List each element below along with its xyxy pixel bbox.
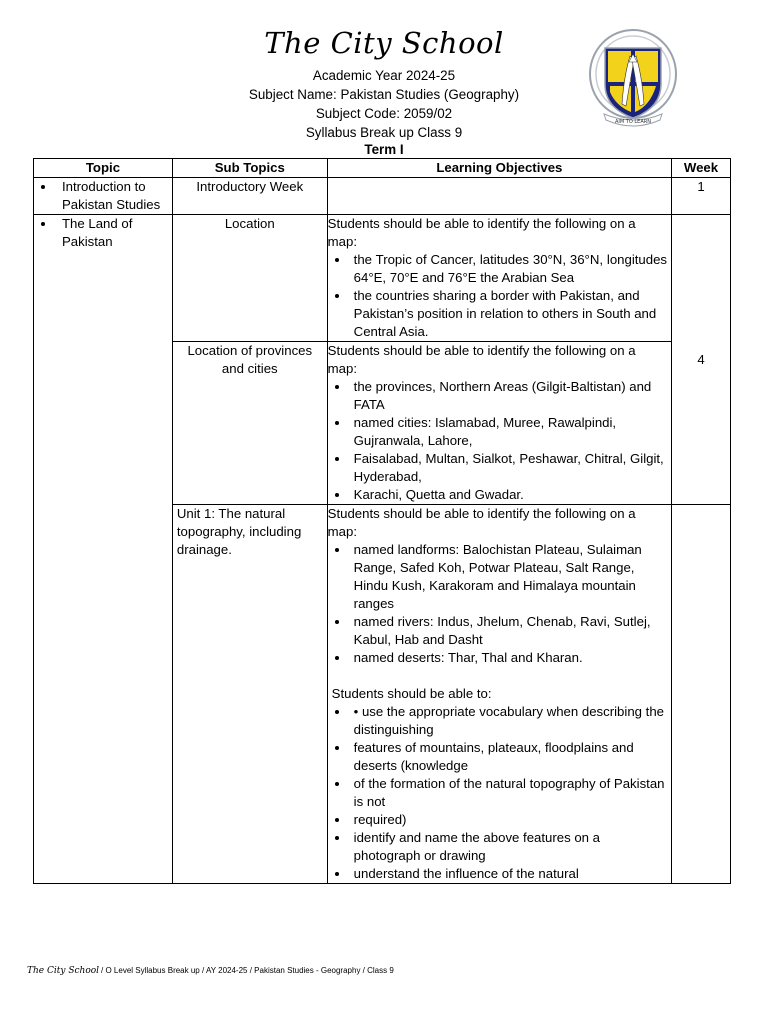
objectives-intro: Students should be able to identify the following on a map: <box>327 343 636 376</box>
list-item: • named deserts: Thar, Thal and Kharan. <box>350 649 667 667</box>
objectives-intro-2: Students should be able to: <box>331 686 492 701</box>
sub-topic-cell: Unit 1: The natural topography, including drainage. <box>172 505 327 884</box>
topic-text: • Introduction to Pakistan Studies <box>56 178 168 214</box>
topic-cell <box>34 215 173 884</box>
objectives-intro: Students should be able to identify the following on a map: <box>327 216 636 249</box>
sub-topic-cell: Location <box>172 215 327 342</box>
page-footer <box>27 966 394 976</box>
list-item: • named rivers: Indus, Jhelum, Chenab, Ravi, Sutlej, Kabul, Hab and Dasht <box>350 613 667 649</box>
learning-objectives-cell <box>327 215 671 342</box>
syllabus-title: Syllabus Break up Class 9 <box>305 125 463 140</box>
header-topic: Topic <box>34 159 173 178</box>
list-item: • required) <box>350 811 667 829</box>
learning-objectives-cell <box>327 178 671 215</box>
header-sub-topics: Sub Topics <box>172 159 327 178</box>
list-item: • the countries sharing a border with Pakistan, and Pakistan’s position in relation to others in South and Central Asia. <box>350 287 667 341</box>
list-item: • of the formation of the natural topography of Pakistan is not <box>350 775 667 811</box>
logo-motto: AIM TO LEARN <box>615 119 651 125</box>
week-cell: 1 <box>672 178 731 215</box>
list-item: • the provinces, Northern Areas (Gilgit-Baltistan) and FATA <box>350 378 667 414</box>
list-item: • named cities: Islamabad, Muree, Rawalpindi, Gujranwala, Lahore, <box>350 414 667 450</box>
objectives-intro: Students should be able to identify the following on a map: <box>327 506 636 539</box>
topic-cell <box>34 178 173 215</box>
table-header-row <box>34 159 731 178</box>
list-item: • Faisalabad, Multan, Sialkot, Peshawar, Chitral, Gilgit, Hyderabad, <box>350 450 667 486</box>
school-name: The City School <box>264 26 504 60</box>
learning-objectives-cell <box>327 505 671 884</box>
syllabus-table <box>33 158 731 884</box>
footer-text: / O Level Syllabus Break up / AY 2024-25 / Pakistan Studies - Geography / Class 9 <box>101 966 394 975</box>
list-item: • Karachi, Quetta and Gwadar. <box>350 486 667 504</box>
learning-objectives-cell <box>327 342 671 505</box>
list-item: • named landforms: Balochistan Plateau, Sulaiman Range, Safed Koh, Potwar Plateau, Salt Range, Hindu Kush, Karakoram and Himalaya mountain ranges <box>350 541 667 613</box>
list-item: • • use the appropriate vocabulary when describing the distinguishing <box>350 703 667 739</box>
sub-topic-cell: Introductory Week <box>172 178 327 215</box>
table-row <box>34 215 731 342</box>
topic-text: • The Land of Pakistan <box>56 215 168 251</box>
week-cell: 4 <box>672 215 731 505</box>
term-label: Term I <box>364 142 404 157</box>
list-item: • understand the influence of the natural <box>350 865 667 883</box>
list-item: • identify and name the above features on a photograph or drawing <box>350 829 667 865</box>
subject-name: Subject Name: Pakistan Studies (Geography) <box>248 87 520 102</box>
table-row <box>34 178 731 215</box>
header-learning-objectives: Learning Objectives <box>327 159 671 178</box>
week-cell <box>672 505 731 884</box>
header-week: Week <box>672 159 731 178</box>
footer-school-name: The City School <box>27 966 100 976</box>
list-item: • features of mountains, plateaux, floodplains and deserts (knowledge <box>350 739 667 775</box>
list-item: • the Tropic of Cancer, latitudes 30°N, 36°N, longitudes 64°E, 70°E and 76°E the Arabian Sea <box>350 251 667 287</box>
subject-code: Subject Code: 2059/02 <box>315 106 453 121</box>
sub-topic-cell: Location of provinces and cities <box>172 342 327 505</box>
academic-year: Academic Year 2024-25 <box>312 68 456 83</box>
